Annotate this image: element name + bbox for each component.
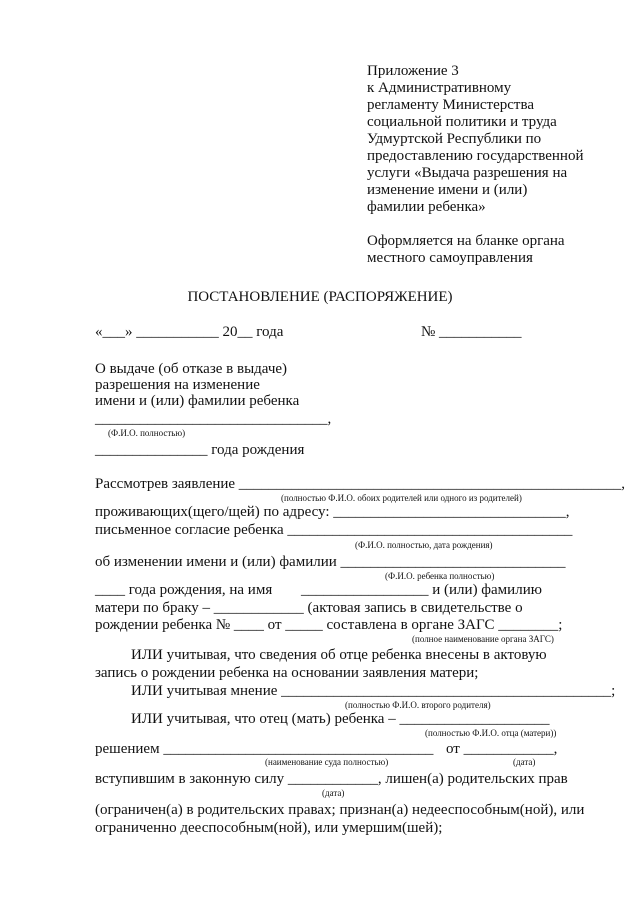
body-line-address: проживающих(щего/щей) по адресу: _______________________________,: [95, 504, 570, 520]
caption-child-name: (Ф.И.О. ребенка полностью): [385, 571, 495, 581]
body-line-court-date: от ____________,: [446, 741, 558, 757]
letterhead-note-1: Оформляется на бланке органа: [367, 233, 565, 249]
birth-year-line: _______________ года рождения: [95, 442, 305, 458]
child-name-caption: (Ф.И.О. полностью): [108, 428, 186, 438]
caption-court: (наименование суда полностью): [265, 757, 389, 767]
caption-second-parent: (полностью Ф.И.О. второго родителя): [345, 700, 491, 710]
body-line-mother-statement: запись о рождении ребенка на основании заявления матери;: [95, 665, 479, 681]
body-line-deceased: ограниченно дееспособным(ной), или умершим(шей);: [95, 820, 443, 836]
body-line-opinion: ИЛИ учитывая мнение ____________________________________________;: [131, 683, 616, 699]
subject-line-3: имени и (или) фамилии ребенка: [95, 393, 300, 409]
appendix-line-5: Удмуртской Республики по: [367, 131, 542, 147]
appendix-line-9: фамилии ребенка»: [367, 199, 486, 215]
caption-effective-date: (дата): [322, 788, 345, 798]
body-line-birth-year: ____ года рождения, на имя: [95, 582, 273, 598]
number-field: № ___________: [421, 324, 522, 340]
caption-child-name-date: (Ф.И.О. полностью, дата рождения): [355, 540, 493, 550]
body-line-consent: письменное согласие ребенка ______________________________________: [95, 522, 573, 538]
body-line-court: решением ____________________________________: [95, 741, 434, 757]
date-field: «___» ___________ 20__ года: [95, 324, 284, 340]
letterhead-note-2: местного самоуправления: [367, 250, 533, 266]
body-line-parent-status: ИЛИ учитывая, что отец (мать) ребенка – ____________________: [131, 711, 550, 727]
appendix-line-2: к Административному: [367, 80, 512, 96]
appendix-line-1: Приложение 3: [367, 63, 459, 79]
appendix-line-3: регламенту Министерства: [367, 97, 535, 113]
body-line-change: об изменении имени и (или) фамилии ______________________________: [95, 554, 566, 570]
appendix-line-7: услуги «Выдача разрешения на: [367, 165, 568, 181]
caption-parent-name: (полностью Ф.И.О. отца (матери)): [425, 728, 557, 738]
subject-line-1: О выдаче (об отказе в выдаче): [95, 361, 288, 377]
subject-line-2: разрешения на изменение: [95, 377, 260, 393]
body-line-father-info: ИЛИ учитывая, что сведения об отце ребенка внесены в актовую: [131, 647, 547, 663]
body-line-new-name: _________________ и (или) фамилию: [301, 582, 542, 598]
caption-court-date: (дата): [513, 757, 536, 767]
body-line-maiden: матери по браку – ____________ (актовая запись в свидетельстве о: [95, 600, 523, 616]
appendix-line-4: социальной политики и труда: [367, 114, 557, 130]
child-name-blank: _______________________________,: [95, 411, 332, 427]
caption-parents: (полностью Ф.И.О. обоих родителей или одного из родителей): [281, 493, 522, 503]
appendix-line-6: предоставлению государственной: [367, 148, 584, 164]
document-title: ПОСТАНОВЛЕНИЕ (РАСПОРЯЖЕНИЕ): [187, 289, 453, 305]
body-line-effective: вступившим в законную силу ____________, лишен(а) родительских прав: [95, 771, 568, 787]
body-line-record: рождении ребенка № ____ от _____ составлена в органе ЗАГС ________;: [95, 617, 563, 633]
caption-registry: (полное наименование органа ЗАГС): [412, 634, 554, 644]
body-line-applicant: Рассмотрев заявление ___________________________________________________,: [95, 476, 626, 492]
appendix-line-8: изменение имени и (или): [367, 182, 528, 198]
body-line-restricted: (ограничен(а) в родительских правах; признан(а) недееспособным(ной), или: [95, 802, 585, 818]
